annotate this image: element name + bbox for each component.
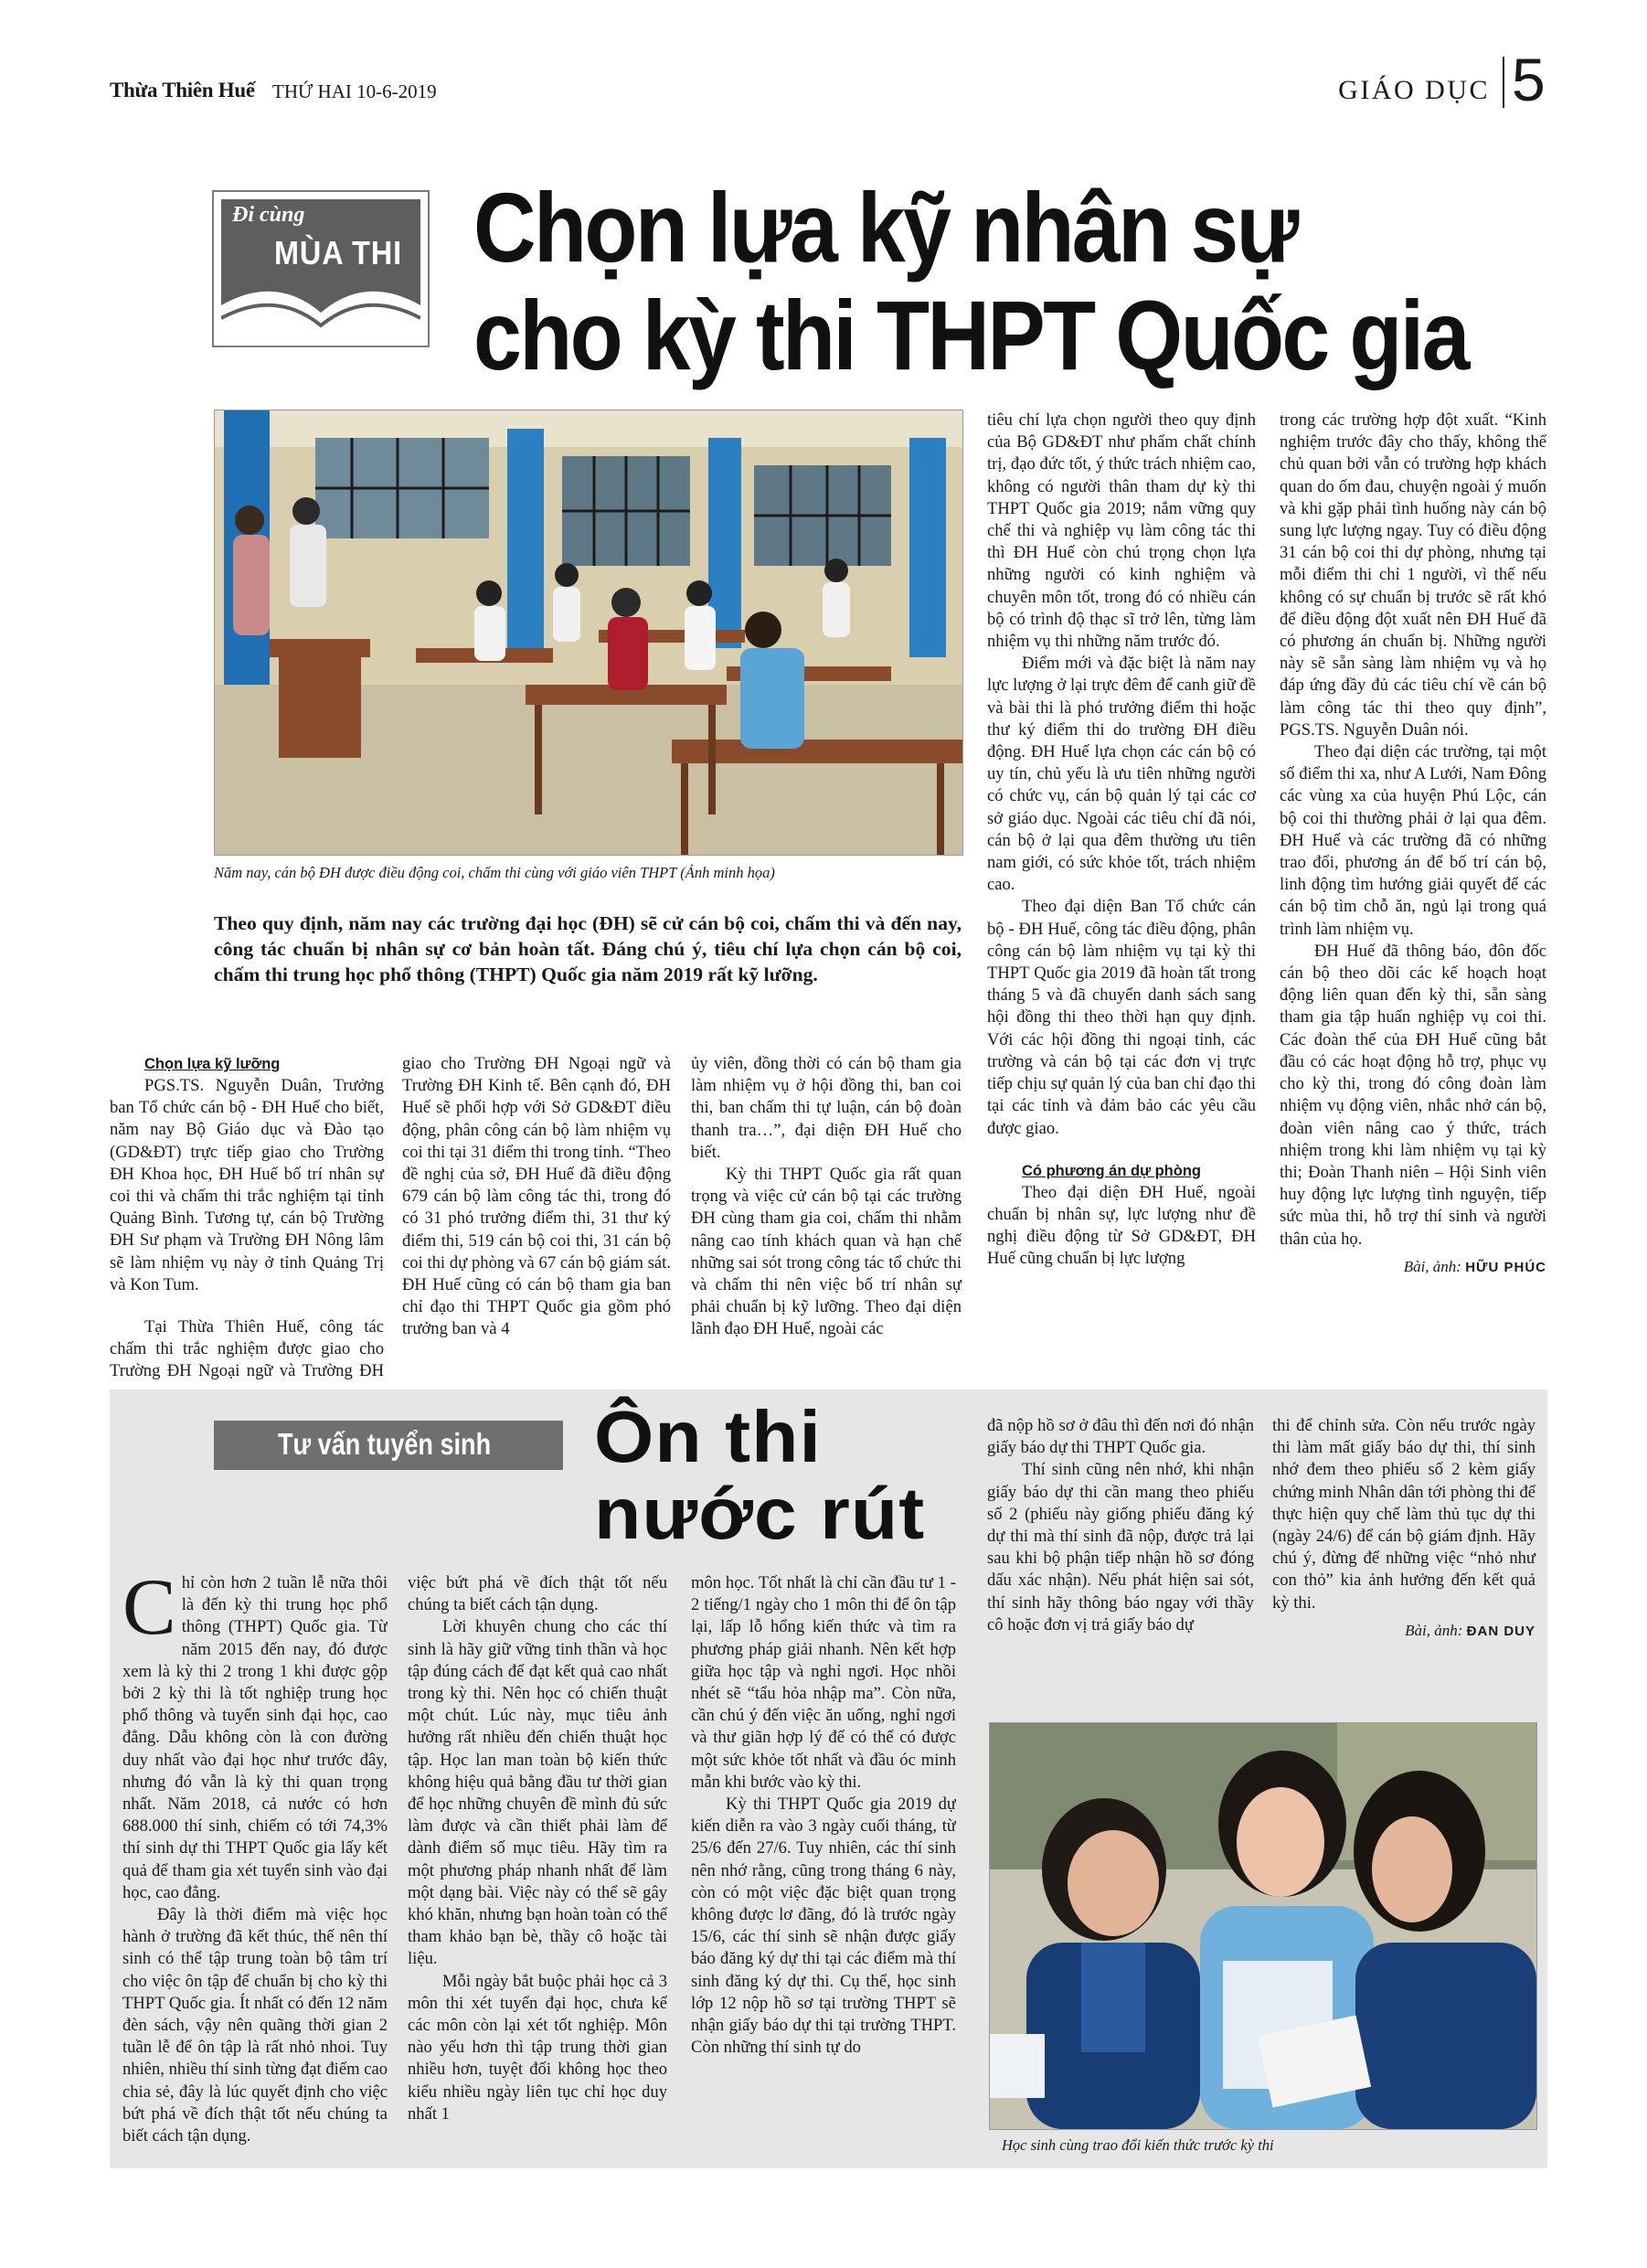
badge-line1: Đi cùng bbox=[232, 203, 305, 227]
article2-column-5 bbox=[1272, 1415, 1535, 1643]
article2-column-3 bbox=[691, 1572, 956, 2157]
article1-column-5 bbox=[1280, 410, 1546, 1279]
byline-prefix: Bài, ảnh: bbox=[1403, 1257, 1461, 1275]
article1-byline bbox=[1280, 1256, 1546, 1279]
article1-paragraph-continued: tiêu chí lựa chọn người theo quy định của Bộ GD&ĐT như phẩm chất chính trị, đạo đức tốt, ý thức trách nhiệm cao, không có người thân tham dự kỳ thi THPT Quốc gia 2019; nắm vững quy chế thi và nghiệp vụ làm công tác thi thì ĐH Huế còn chú trọng chọn lựa những người có kinh nghiệm và chuyên môn tốt, trong đó có nhiều cán bộ có trình độ thạc sĩ trở lên, từng làm nhiệm vụ thi những năm trước đó. bbox=[987, 410, 1256, 652]
section-name: GIÁO DỤC bbox=[1338, 75, 1490, 105]
byline-author: ĐAN DUY bbox=[1466, 1623, 1535, 1639]
badge-line2: MÙA THI bbox=[274, 234, 403, 272]
headline-line1: Chọn lựa kỹ nhân sự bbox=[473, 172, 1297, 282]
students-image bbox=[990, 1723, 1536, 2129]
article1-paragraph: PGS.TS. Nguyễn Duân, Trưởng ban Tổ chức cán bộ - ĐH Huế cho biết, năm nay Bộ Giáo dục và Đào tạo (GD&ĐT) trực tiếp giao cho Trường ĐH Khoa học, ĐH Huế bố trí nhân sự coi thi và chấm thi trắc nghiệm tại tỉnh Quảng Bình. Tương tự, cán bộ Trường ĐH Sư phạm và Trường ĐH Nông lâm sẽ làm nhiệm vụ này ở tỉnh Quảng Trị và Kon Tum. bbox=[110, 1076, 384, 1294]
article1-paragraph: Theo đại diện Ban Tổ chức cán bộ - ĐH Huế, công tác điều động, phân công cán bộ làm nhiệm vụ tại kỳ thi THPT Quốc gia 2019 đã hoàn tất trong tháng 5 và đã chuyển danh sách sang hội đồng thi theo thời hạn quy định. Với các hội đồng thi ngoại tỉnh, các trường và cán bộ tại các đơn vị trực tiếp chịu sự quản lý của ban chỉ đạo thi tại các tỉnh và đảm bảo các yêu cầu được giao. bbox=[987, 897, 1256, 1138]
paper-name: Thừa Thiên Huế bbox=[110, 79, 255, 101]
article2-paragraph: Đây là thời điểm mà việc học hành ở trường đã kết thúc, thế nên thí sinh có thể tập trung toàn bộ tâm trí cho việc ôn tập để chuẩn bị cho kỳ thi THPT Quốc gia. Ít nhất có đến 12 năm đèn sách, vậy nên quãng thời gian 2 tuần lễ để ôn tập là rất nhỏ nhoi. Tuy nhiên, nhiều thí sinh từng đạt điểm cao chia sẻ, đây là lúc quyết định cho việc bứt phá về đích thật tốt nếu chúng ta biết cách tận dụng. bbox=[122, 1905, 388, 2146]
article1-lead: Theo quy định, năm nay các trường đại học (ĐH) sẽ cử cán bộ coi, chấm thi và đến nay, công tác chuẩn bị nhân sự cơ bản hoàn tất. Đáng chú ý, tiêu chí lựa chọn cán bộ coi, chấm thi trung học phổ thông (THPT) Quốc gia năm 2019 rất kỹ lưỡng. bbox=[214, 912, 962, 985]
issue-date: THỨ HAI 10-6-2019 bbox=[272, 80, 437, 102]
byline-prefix: Bài, ảnh: bbox=[1405, 1621, 1463, 1639]
students-photo bbox=[989, 1722, 1537, 2130]
article2-paragraph: Mỗi ngày bắt buộc phải học cả 3 môn thi xét tuyển đại học, chưa kể các môn còn lại xét tốt nghiệp. Môn nào yếu hơn thì tập trung thời gian nhiều hơn, tuyệt đối không học theo kiểu nhiều ngày liên tục chỉ học duy nhất 1 bbox=[408, 1971, 667, 2124]
article2-column-2 bbox=[408, 1572, 667, 2157]
article1-column-4 bbox=[987, 410, 1256, 1271]
consulting-banner bbox=[214, 1421, 563, 1470]
article1-column-2 bbox=[402, 1053, 671, 1386]
article1-column-3 bbox=[691, 1053, 962, 1341]
article2-photo-caption: Học sinh cùng trao đổi kiến thức trước kỳ thi bbox=[1002, 2136, 1274, 2154]
article2-paragraph bbox=[122, 1572, 388, 1904]
article1-column-1b bbox=[110, 1316, 384, 1384]
article2-headline bbox=[594, 1396, 1016, 1554]
article1-paragraph-continued: trong các trường hợp đột xuất. “Kinh nghiệm trước đây cho thấy, không thể chủ quan bởi vẫn có trường hợp khách quan do ốm đau, chuyện ngoài ý muốn và khi gặp phải tình huống này cán bộ sung lực lượng ngay. Tuy có điều động 31 cán bộ coi thi dự phòng, nhưng tại mỗi điểm thi chỉ 1 người, vì thế nếu không có sự chuẩn bị trước sẽ rất khó để điều động đột xuất nên ĐH Huế đã có phương án chuẩn bị. Những người này sẽ sẵn sàng làm nhiệm vụ và họ đáp ứng đầy đủ các tiêu chí về cán bộ làm công tác thi theo quy định”, PGS.TS. Nguyễn Duân nói. bbox=[1280, 410, 1546, 740]
article1-paragraph: Theo đại diện ĐH Huế, ngoài chuẩn bị nhân sự, lực lượng như đề nghị điều động từ Sở GD&ĐT, ĐH Huế cũng chuẩn bị lực lượng bbox=[987, 1182, 1256, 1269]
article1-paragraph: Điểm mới và đặc biệt là năm nay lực lượng ở lại trực đêm để canh giữ đề và bài thi là phó trưởng điểm thi hoặc thư ký điểm thi do trường ĐH điều động. ĐH Huế lựa chọn các cán bộ có uy tín, chủ yếu là ưu tiên những người có chức vụ, cán bộ quản lý tại các cơ sở giáo dục. Ngoài các tiêu chí đã nói, cán bộ ở lại qua đêm thường ưu tiên nam giới, có sức khỏe tốt, trách nhiệm cao. bbox=[987, 654, 1256, 895]
article1-paragraph: Theo đại diện các trường, tại một số điểm thi xa, như A Lưới, Nam Đông các vùng xa của huyện Phú Lộc, cán bộ coi thi thường phải ở lại qua đêm. ĐH Huế và các trường đã có những trao đổi, phương án để bố trí cán bộ, linh động tìm hướng giải quyết để các cán bộ tìm chỗ ăn, ngủ lại trong quá trình làm nhiệm vụ. bbox=[1280, 742, 1546, 939]
headline2-line2: nước rút bbox=[594, 1473, 926, 1554]
article1-paragraph: ĐH Huế đã thông báo, đôn đốc cán bộ theo dõi các kế hoạch hoạt động liên quan đến kỳ thi, sẵn sàng tham gia tập huấn nghiệp vụ coi thi. Các đoàn thể của ĐH Huế cũng bắt đầu có các hoạt động hỗ trợ, phục vụ cho kỳ thi, trong đó công đoàn làm nhiệm vụ động viên, nhắc nhở cán bộ, đoàn viên nâng cao ý thức, trách nhiệm trong khi làm nhiệm vụ tại kỳ thi; Đoàn Thanh niên – Hội Sinh viên huy động lực lượng tình nguyện, tiếp sức mùa thi, hỗ trợ thí sinh và người thân của họ. bbox=[1280, 941, 1546, 1249]
article1-paragraph: Kỳ thi THPT Quốc gia rất quan trọng và việc cử cán bộ tại các trường ĐH cùng tham gia coi, chấm thi nhằm nâng cao tính khách quan và hạn chế những sai sót trong công tác tổ chức thi và chấm thi nên việc bố trí nhân sự phải chuẩn bị kỹ lưỡng. Theo đại diện lãnh đạo ĐH Huế, ngoài các bbox=[691, 1165, 962, 1339]
article1-paragraph-continued: ủy viên, đồng thời có cán bộ tham gia làm nhiệm vụ ở hội đồng thi, ban coi thi, ban chấm thi tự luận, cán bộ đoàn thanh tra…”, đại diện ĐH Huế cho biết. bbox=[691, 1054, 962, 1162]
article1-photo-caption: Năm nay, cán bộ ĐH được điều động coi, chấm thi cùng với giáo viên THPT (Ảnh minh họa) bbox=[214, 864, 775, 881]
classroom-image bbox=[215, 410, 962, 855]
article2-column-4 bbox=[987, 1415, 1254, 1636]
article2-paragraph-continued: đã nộp hồ sơ ở đâu thì đến nơi đó nhận giấy báo dự thi THPT Quốc gia. bbox=[987, 1416, 1254, 1458]
page-number: 5 bbox=[1512, 46, 1546, 113]
column-badge bbox=[212, 190, 430, 347]
byline-author: HỮU PHÚC bbox=[1465, 1259, 1546, 1275]
article2-paragraph-continued: việc bứt phá về đích thật tốt nếu chúng ta biết cách tận dụng. bbox=[408, 1573, 667, 1615]
article1-paragraph-continued: giao cho Trường ĐH Ngoại ngữ và Trường ĐH Kinh tế. Bên cạnh đó, ĐH Huế sẽ phối hợp với Sở GD&ĐT điều động, phân công cán bộ làm nhiệm vụ coi thi tại 31 điểm thi trong tỉnh. “Theo đề nghị của sở, ĐH Huế đã điều động 679 cán bộ làm công tác thi, trong đó có 31 phó trưởng điểm thi, 31 thư ký điểm thi, 519 cán bộ coi thi, 31 cán bộ coi thi dự phòng và 67 cán bộ giám sát. ĐH Huế cũng có cán bộ tham gia ban chỉ đạo thi THPT Quốc gia gồm phó trưởng ban và 4 bbox=[402, 1054, 671, 1339]
article2-paragraph-continued: thi để chỉnh sửa. Còn nếu trước ngày thi làm mất giấy báo dự thi, thí sinh nhớ đem theo phiếu số 2 kèm giấy chứng minh Nhân dân tới phòng thi để thực hiện quy chế làm thủ tục dự thi (ngày 24/6) để cán bộ giám định. Hãy chú ý, đừng để những việc “nhỏ như con thỏ” kia ảnh hưởng đến kết quả kỳ thi. bbox=[1272, 1416, 1535, 1613]
article2-paragraph-continued: môn học. Tốt nhất là chỉ cần đầu tư 1 - 2 tiếng/1 ngày cho 1 môn thi để ôn tập lại, lấp lỗ hổng kiến thức và tìm ra phương pháp giải nhanh. Nên kết hợp giữa học tập và nghỉ ngơi. Học nhồi nhét sẽ “tẩu hỏa nhập ma”. Còn nữa, cần chú ý đến việc ăn uống, nghỉ ngơi và thư giãn hợp lý để có thể có được một sức khỏe tốt nhất và đầu óc minh mẫn khi bước vào kỳ thi. bbox=[691, 1573, 956, 1792]
article2-first-paragraph: hỉ còn hơn 2 tuần lễ nữa thôi là đến kỳ thi trung học phổ thông (THPT) Quốc gia. Từ năm 2015 đến nay, đó được xem là kỳ thi 2 trong 1 khi được gộp bởi 2 kỳ thi là tốt nghiệp trung học phổ thông và tuyển sinh đại học, cao đẳng. Dẫu không còn là con đường duy nhất vào đại học như trước đây, nhưng đó vẫn là kỳ thi quan trọng nhất. Năm 2018, cả nước có hơn 688.000 thí sinh, chiếm có tới 74,3% thí sinh dự thi THPT Quốc gia lấy kết quả để tham gia xét tuyển sinh vào đại học, cao đẳng. bbox=[122, 1573, 388, 1902]
article2-paragraph: Lời khuyên chung cho các thí sinh là hãy giữ vững tinh thần và học tập đúng cách để đạt kết quả cao nhất trong kỳ thi. Nên học có chiến thuật một chút. Lúc này, mục tiêu ảnh hưởng rất nhiều đến chiến thuật học tập. Học lan man toàn bộ kiến thức không hiệu quả bằng đầu tư thời gian để học những chuyên đề mình đủ sức làm được và cần thiết phải làm để dành điểm số mục tiêu. Hãy tìm ra một phương pháp nhanh nhất để làm một dạng bài. Việc này có thể sẽ gây khó khăn, nhưng bạn hoàn toàn có thể tham khảo bạn bè, thầy cô hoặc tài liệu. bbox=[408, 1617, 667, 1969]
exam-classroom-photo bbox=[214, 410, 963, 856]
article2-paragraph: Kỳ thi THPT Quốc gia 2019 dự kiến diễn ra vào 3 ngày cuối tháng, từ 25/6 đến 27/6. Tuy nhiên, các thí sinh nên nhớ rằng, cũng trong tháng 6 này, còn có một việc đặc biệt quan trọng không được lơ đãng, đó là trước ngày 15/6, các thí sinh sẽ nhận được giấy báo đăng ký dự thi tại các điểm mà thí sinh đăng ký dự thi. Cụ thể, học sinh lớp 12 nộp hồ sơ tại trường THPT sẽ nhận giấy báo dự thi tại trường THPT. Còn những thí sinh tự do bbox=[691, 1794, 956, 2058]
headline2-line1: Ôn thi bbox=[594, 1396, 822, 1477]
subhead-backup-plan: Có phương án dự phòng bbox=[1022, 1162, 1202, 1179]
article2-byline bbox=[1272, 1620, 1535, 1643]
section-divider bbox=[1503, 57, 1504, 108]
dropcap: C bbox=[122, 1572, 176, 1652]
open-book-icon bbox=[221, 265, 420, 338]
article1-paragraph: Tại Thừa Thiên Huế, công tác chấm thi trắc nghiệm được giao cho Trường ĐH Ngoại ngữ và Trường ĐH bbox=[110, 1317, 384, 1381]
article1-headline bbox=[473, 174, 1471, 389]
subhead-careful-selection: Chọn lựa kỹ lưỡng bbox=[144, 1056, 281, 1072]
headline-line2: cho kỳ thi THPT Quốc gia bbox=[473, 280, 1468, 390]
banner-label: Tư vấn tuyển sinh bbox=[278, 1427, 492, 1461]
article1-column-1 bbox=[110, 1053, 384, 1296]
article2-column-1 bbox=[122, 1572, 388, 2157]
article2-paragraph: Thí sinh cũng nên nhớ, khi nhận giấy báo dự thi cần mang theo phiếu số 2 (phiếu này giống phiếu đăng ký dự thi mà thí sinh đã nộp, được trả lại sau khi bộ phận tiếp nhận hồ sơ đóng dấu xác nhận). Nếu phát hiện sai sót, thí sinh hãy thông báo ngay với thầy cô hoặc đơn vị trả giấy báo dự bbox=[987, 1460, 1254, 1634]
